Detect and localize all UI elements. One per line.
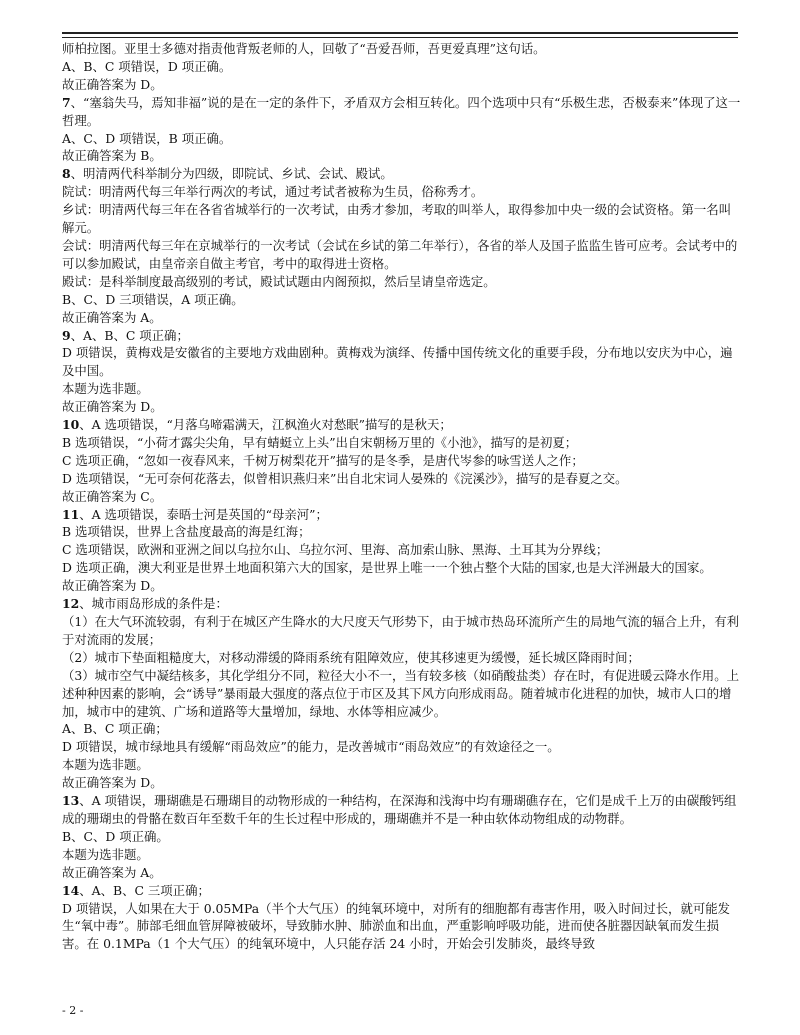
paragraph-text: D 项错误，城市绿地具有缓解“雨岛效应”的能力，是改善城市“雨岛效应”的有效途径之一。 <box>62 739 560 755</box>
paragraph-text: 故正确答案为 C。 <box>62 488 163 504</box>
paragraph-text: 故正确答案为 A。 <box>62 309 162 325</box>
paragraph-text: 师柏拉图。亚里士多德对指责他背叛老师的人，回敬了“吾爱吾师，吾更爱真理”这句话。 <box>62 41 546 56</box>
paragraph-text: （1）在大气环流较弱，有利于在城区产生降水的大尺度天气形势下，由于城市热岛环流所产生的局地气流的辐合上升，有利于对流雨的发展； <box>62 614 739 647</box>
paragraph-text: 、城市雨岛形成的条件是： <box>79 596 228 612</box>
paragraph-text: D 项错误，黄梅戏是安徽省的主要地方戏曲剧种。黄梅戏为演绎、传播中国传统文化的重要手段，分布地以安庆为中心，遍及中国。 <box>62 345 733 379</box>
question-number: 10 <box>62 417 80 433</box>
paragraph-text: 、A、B、C 项正确； <box>70 327 189 343</box>
question-number: 7 <box>62 94 71 110</box>
paragraph-text: 、明清两代科举制分为四级，即院试、乡试、会试、殿试。 <box>70 166 393 182</box>
paragraph-text: 故正确答案为 D。 <box>62 76 163 92</box>
paragraph <box>62 130 742 148</box>
paragraph-text: D 项错误，人如果在大于 0.05MPa（半个大气压）的纯氧环境中，对所有的细胞都有毒害作用，吸入时间过长，就可能发生“氧中毒”。肺部毛细血管屏障被破坏，导致肺水肿、肺淤血和出血，严重影响呼吸功能，进而使各脏器因缺氧而发生损害。在 0.1MPa（1 个大气压）的纯氧环境中，人只能存活 24 小时，开始会引发肺炎，最终导致 <box>62 900 731 952</box>
paragraph-text: 本题为选非题。 <box>62 381 149 397</box>
paragraph <box>62 559 742 577</box>
paragraph <box>62 237 742 273</box>
paragraph-text: B 选项错误，世界上含盐度最高的海是红海； <box>62 524 311 540</box>
paragraph-text: C 选项错误，欧洲和亚洲之间以乌拉尔山、乌拉尔河、里海、高加索山脉、黑海、土耳其为分界线； <box>62 542 609 558</box>
question-number: 14 <box>62 882 80 898</box>
paragraph-text: 故正确答案为 B。 <box>62 148 162 164</box>
question-number: 11 <box>62 506 80 522</box>
paragraph <box>62 76 742 94</box>
question-10-paragraph <box>62 416 742 434</box>
paragraph-text: 、A 选项错误，泰晤士河是英国的“母亲河”； <box>79 506 328 522</box>
paragraph-text: A、B、C 项错误，D 项正确。 <box>62 58 232 74</box>
paragraph <box>62 434 742 452</box>
paragraph <box>62 523 742 541</box>
paragraph-text: （3）城市空气中凝结核多，其化学组分不同，粒径大小不一，当有较多核（如硝酸盐类）存在时，有促进暖云降水作用。上述种种因素的影响，会“诱导”暴雨最大强度的落点位于市区及其下风方向形成雨岛。随着城市化进程的加快，城市人口的增加，城市中的建筑、广场和道路等大量增加，绿地、水体等相应减少。 <box>62 667 739 719</box>
answer-explanation-text <box>62 40 742 953</box>
question-9-paragraph <box>62 327 742 345</box>
paragraph-text: 本题为选非题。 <box>62 757 149 773</box>
paragraph <box>62 273 742 291</box>
paragraph <box>62 613 742 649</box>
paragraph-text: 、A 项错误，珊瑚礁是石珊瑚目的动物形成的一种结构，在深海和浅海中均有珊瑚礁存在，它们是成千上万的由碳酸钙组成的珊瑚虫的骨骼在数百年至数千年的生长过程中形成的，珊瑚礁并不是一种由软体动物组成的动物群。 <box>62 793 737 826</box>
paragraph <box>62 900 742 954</box>
paragraph <box>62 291 742 309</box>
paragraph-text: 故正确答案为 D。 <box>62 775 163 791</box>
paragraph-text: B、C、D 三项错误，A 项正确。 <box>62 291 244 307</box>
paragraph <box>62 649 742 667</box>
paragraph <box>62 309 742 327</box>
paragraph <box>62 828 742 846</box>
paragraph <box>62 774 742 792</box>
paragraph <box>62 147 742 165</box>
paragraph-text: C 选项正确，“忽如一夜春风来，千树万树梨花开”描写的是冬季，是唐代岑参的咏雪送人之作； <box>62 452 584 468</box>
paragraph-text: 、A 选项错误，“月落乌啼霜满天，江枫渔火对愁眠”描写的是秋天； <box>79 417 452 433</box>
paragraph-text: 、“塞翁失马，焉知非福”说的是在一定的条件下，矛盾双方会相互转化。四个选项中只有“乐极生悲，否极泰来”体现了这一哲理。 <box>62 94 741 128</box>
paragraph-text: 、A、B、C 三项正确； <box>79 882 210 898</box>
paragraph-text: 乡试：明清两代每三年在各省省城举行的一次考试，由秀才参加，考取的叫举人，取得参加中央一级的会试资格。第一名叫解元。 <box>62 202 732 236</box>
paragraph <box>62 720 742 738</box>
page-number: - 2 - <box>62 1004 84 1017</box>
question-7-paragraph <box>62 94 742 130</box>
paragraph-text: A、B、C 项正确； <box>62 721 168 737</box>
paragraph <box>62 488 742 506</box>
paragraph <box>62 541 742 559</box>
paragraph-text: B 选项错误，“小荷才露尖尖角，早有蜻蜓立上头”出自宋朝杨万里的《小池》，描写的是初夏； <box>62 434 578 450</box>
paragraph <box>62 201 742 237</box>
paragraph <box>62 577 742 595</box>
paragraph <box>62 667 742 721</box>
paragraph <box>62 183 742 201</box>
paragraph-text: 故正确答案为 A。 <box>62 864 162 880</box>
paragraph-text: 本题为选非题。 <box>62 846 149 862</box>
paragraph <box>62 40 742 58</box>
paragraph <box>62 756 742 774</box>
paragraph-text: 故正确答案为 D。 <box>62 399 163 415</box>
paragraph <box>62 380 742 398</box>
question-number: 12 <box>62 596 80 612</box>
question-number: 8 <box>62 166 71 182</box>
paragraph-text: D 选项正确，澳大利亚是世界土地面积第六大的国家，是世界上唯一一个独占整个大陆的国家,也是大洋洲最大的国家。 <box>62 560 712 576</box>
paragraph <box>62 344 742 380</box>
question-13-paragraph <box>62 792 742 828</box>
paragraph <box>62 398 742 416</box>
paragraph-text: B、C、D 项正确。 <box>62 828 169 844</box>
paragraph <box>62 58 742 76</box>
paragraph-text: 院试：明清两代每三年举行两次的考试，通过考试者被称为生员，俗称秀才。 <box>62 184 484 200</box>
question-number: 13 <box>62 793 80 809</box>
paragraph-text: 殿试：是科举制度最高级别的考试，殿试试题由内阁预拟，然后呈请皇帝选定。 <box>62 273 496 289</box>
question-8-paragraph <box>62 165 742 183</box>
paragraph <box>62 846 742 864</box>
question-number: 9 <box>62 327 71 343</box>
header-rule-thick <box>62 32 738 34</box>
paragraph-text: 故正确答案为 D。 <box>62 578 163 594</box>
header-rule-thin <box>62 37 738 38</box>
paragraph <box>62 452 742 470</box>
paragraph-text: A、C、D 项错误，B 项正确。 <box>62 130 232 146</box>
question-11-paragraph <box>62 506 742 524</box>
paragraph-text: D 选项错误，“无可奈何花落去，似曾相识燕归来”出自北宋词人晏殊的《浣溪沙》，描写的是春夏之交。 <box>62 470 628 486</box>
paragraph-text: （2）城市下垫面粗糙度大，对移动滞缓的降雨系统有阻障效应，使其移速更为缓慢，延长城区降雨时间； <box>62 649 640 665</box>
question-12-paragraph <box>62 595 742 613</box>
paragraph <box>62 864 742 882</box>
question-14-paragraph <box>62 882 742 900</box>
paragraph <box>62 470 742 488</box>
paragraph <box>62 738 742 756</box>
paragraph-text: 会试：明清两代每三年在京城举行的一次考试（会试在乡试的第二年举行），各省的举人及国子监监生皆可应考。会试考中的可以参加殿试，由皇帝亲自做主考官，考中的取得进士资格。 <box>62 237 738 271</box>
